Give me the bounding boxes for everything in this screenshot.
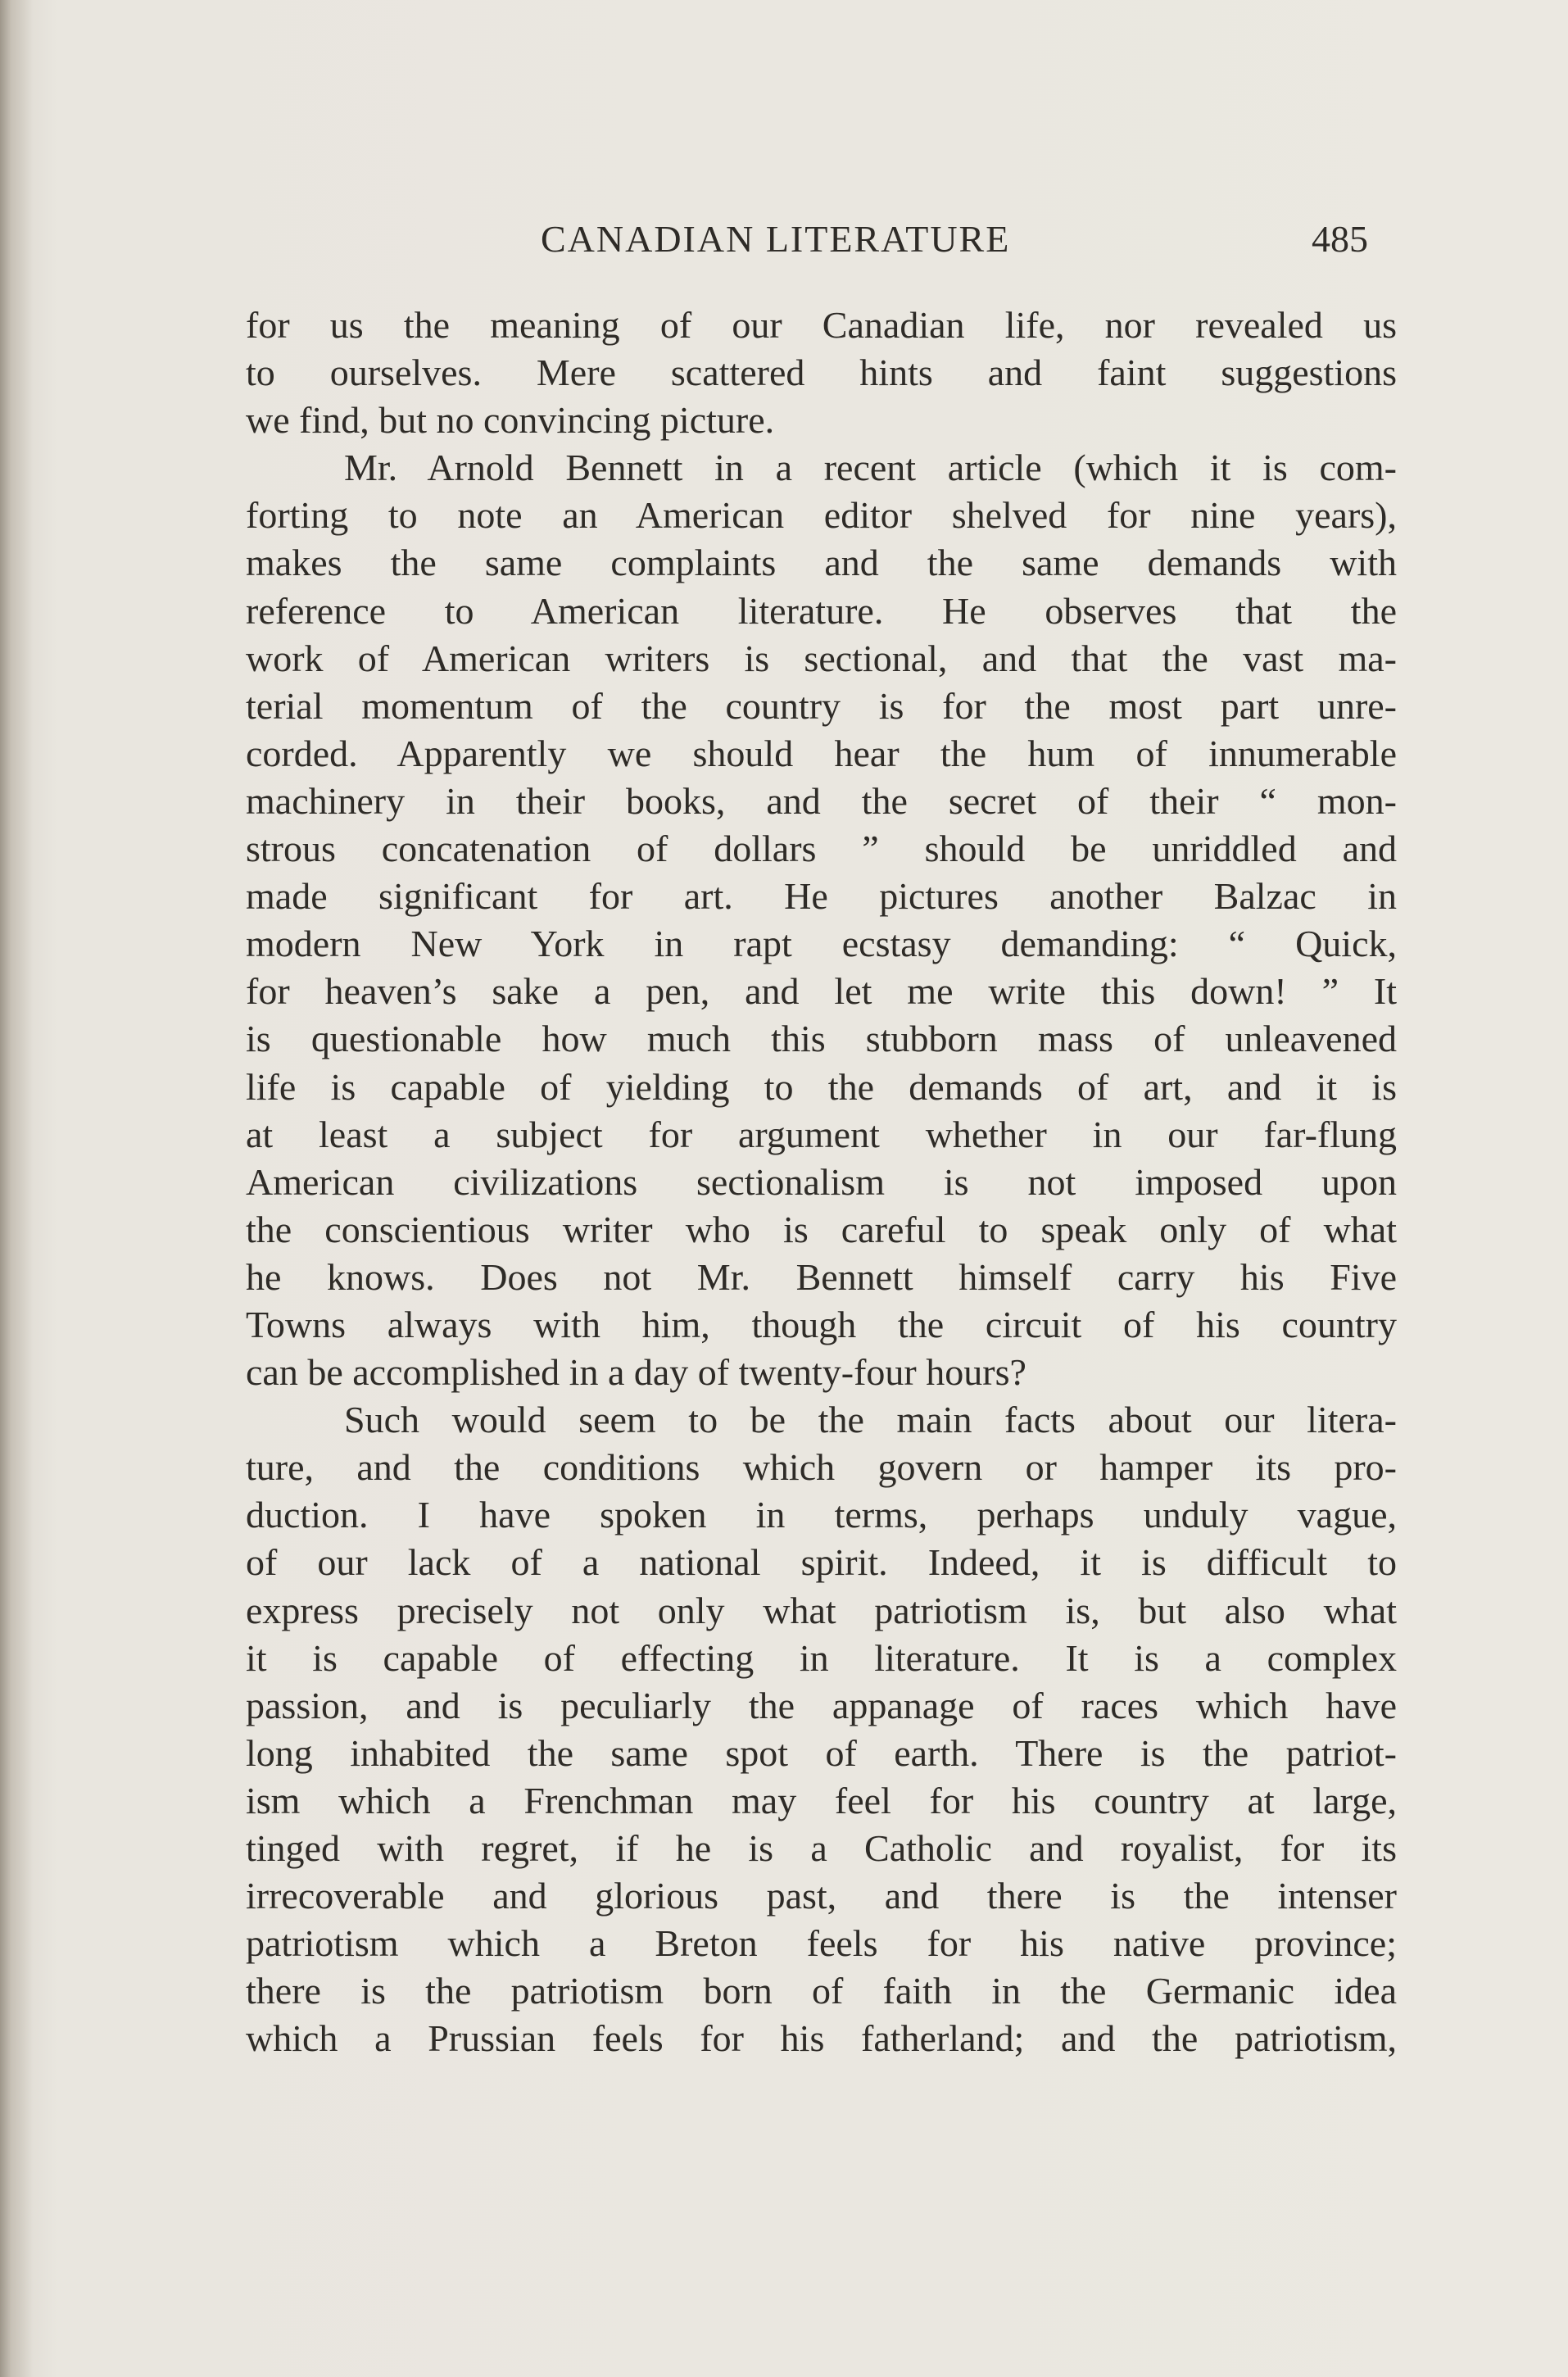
page-number: 485 xyxy=(1312,218,1368,260)
text-line: he knows. Does not Mr. Bennett himself carry his Five xyxy=(246,1255,1397,1298)
text-line: made significant for art. He pictures another Balzac in xyxy=(246,875,1397,918)
text-line: the conscientious writer who is careful to speak only of what xyxy=(246,1208,1397,1250)
text-line: long inhabited the same spot of earth. There is the patriot- xyxy=(246,1731,1397,1774)
text-line: of our lack of a national spirit. Indeed, it is difficult to xyxy=(246,1541,1397,1584)
text-line: can be accomplished in a day of twenty-four hours? xyxy=(246,1351,1026,1394)
text-line: irrecoverable and glorious past, and there is the intenser xyxy=(246,1875,1397,1917)
running-title: CANADIAN LITERATURE xyxy=(541,218,1011,260)
text-line: terial momentum of the country is for the most part unre- xyxy=(246,684,1397,727)
text-line: patriotism which a Breton feels for his native province; xyxy=(246,1922,1397,1965)
text-line: modern New York in rapt ecstasy demanding: “ Quick, xyxy=(246,923,1397,965)
text-line: express precisely not only what patriotism is, but also what xyxy=(246,1589,1397,1631)
text-line: life is capable of yielding to the demands of art, and it is xyxy=(246,1065,1397,1108)
text-line: machinery in their books, and the secret of their “ mon- xyxy=(246,779,1397,822)
text-line: which a Prussian feels for his fatherland; and the patriotism, xyxy=(246,2017,1397,2060)
spine-shadow xyxy=(0,0,33,2377)
text-line: it is capable of effecting in literature. It is a complex xyxy=(246,1636,1397,1679)
text-line: ism which a Frenchman may feel for his country at large, xyxy=(246,1779,1397,1821)
text-line: Such would seem to be the main facts about our litera- xyxy=(344,1399,1397,1441)
text-line: American civilizations sectionalism is not imposed upon xyxy=(246,1160,1397,1203)
text-line: is questionable how much this stubborn mass of unleavened xyxy=(246,1018,1397,1060)
text-line: corded. Apparently we should hear the hum of innumerable xyxy=(246,732,1397,774)
text-line: reference to American literature. He observes that the xyxy=(246,589,1397,632)
text-line: we find, but no convincing picture. xyxy=(246,399,775,442)
text-line: strous concatenation of dollars ” should be unriddled and xyxy=(246,828,1397,870)
text-line: Mr. Arnold Bennett in a recent article (which it is com- xyxy=(344,447,1397,489)
text-line: to ourselves. Mere scattered hints and faint suggestions xyxy=(246,352,1397,394)
text-line: for heaven’s sake a pen, and let me write this down! ” It xyxy=(246,970,1397,1013)
text-line: duction. I have spoken in terms, perhaps unduly vague, xyxy=(246,1494,1397,1536)
text-line: there is the patriotism born of faith in the Germanic idea xyxy=(246,1970,1397,2012)
text-line: passion, and is peculiarly the appanage of races which have xyxy=(246,1684,1397,1726)
text-line: for us the meaning of our Canadian life, nor revealed us xyxy=(246,304,1397,346)
running-head xyxy=(246,215,1368,264)
body-text xyxy=(246,302,1397,2062)
text-line: tinged with regret, if he is a Catholic and royalist, for its xyxy=(246,1827,1397,1869)
text-line: makes the same complaints and the same demands with xyxy=(246,542,1397,584)
text-line: ture, and the conditions which govern or hamper its pro- xyxy=(246,1446,1397,1489)
text-line: at least a subject for argument whether in our far-flung xyxy=(246,1113,1397,1155)
text-line: Towns always with him, though the circuit of his country xyxy=(246,1303,1397,1345)
text-line: work of American writers is sectional, and that the vast ma- xyxy=(246,637,1397,679)
text-line: forting to note an American editor shelved for nine years), xyxy=(246,494,1397,537)
